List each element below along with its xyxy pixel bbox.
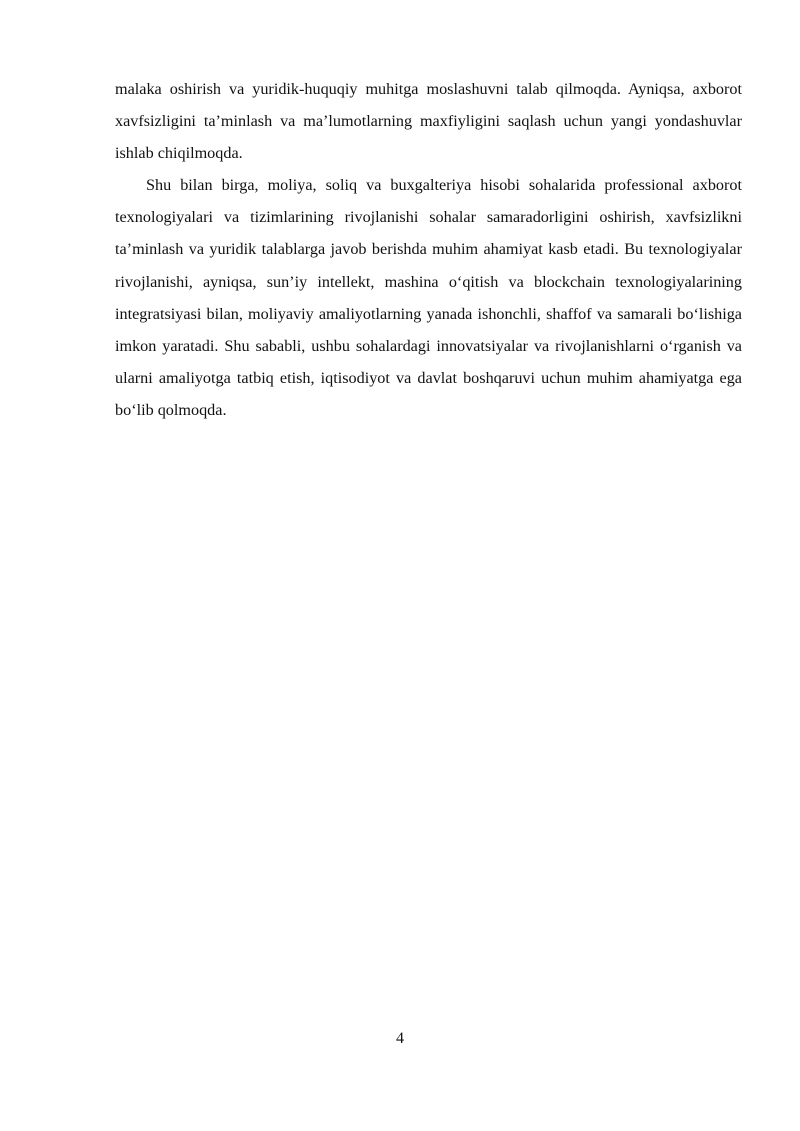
page-number: 4 <box>396 1030 404 1047</box>
paragraph-main: Shu bilan birga, moliya, soliq va buxgalteriya hisobi sohalarida professional axborot texnologiyalari va tizimlarining rivojlanishi sohalar samaradorligini oshirish, xavfsizlikni ta’minlash va yuridik talablarga javob berishda muhim ahamiyat kasb etadi. Bu texnologiyalar rivojlanishi, ayniqsa, sun’iy intellekt, mashina o‘qitish va blockchain texnologiyalarining integratsiyasi bilan, moliyaviy amaliyotlarning yanada ishonchli, shaffof va samarali bo‘lishiga imkon yaratadi. Shu sababli, ushbu sohalardagi innovatsiyalar va rivojlanishlarni o‘rganish va ularni amaliyotga tatbiq etish, iqtisodiyot va davlat boshqaruvi uchun muhim ahamiyatga ega bo‘lib qolmoqda. <box>115 176 742 419</box>
body-text <box>115 73 742 426</box>
paragraph-continuation: malaka oshirish va yuridik-huquqiy muhitga moslashuvni talab qilmoqda. Ayniqsa, axborot xavfsizligini ta’minlash va ma’lumotlarning maxfiyligini saqlash uchun yangi yondashuvlar ishlab chiqilmoqda. <box>115 80 742 163</box>
